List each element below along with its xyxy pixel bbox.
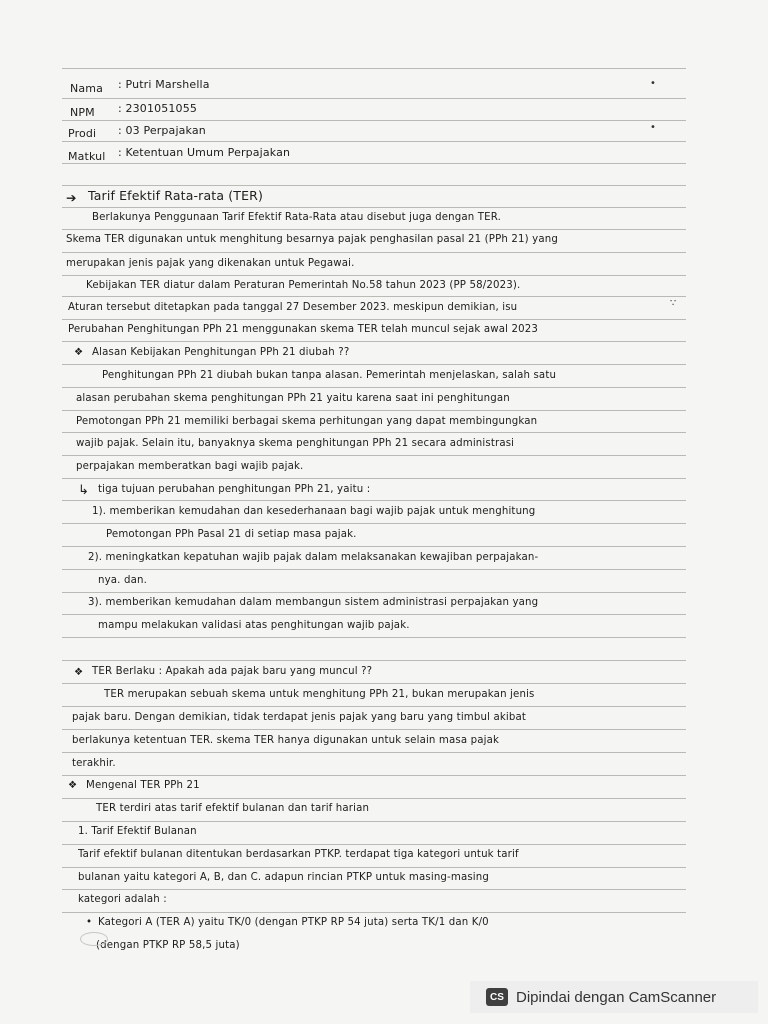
ruled-line — [62, 341, 686, 342]
diamond-bullet-icon: ❖ — [74, 667, 84, 678]
text-line: Tarif efektif bulanan ditentukan berdasarkan PTKP. terdapat tiga kategori untuk tarif — [78, 849, 519, 860]
ruled-line — [62, 798, 686, 799]
ruled-line — [62, 319, 686, 320]
text-line: Penghitungan PPh 21 diubah bukan tanpa alasan. Pemerintah menjelaskan, salah satu — [102, 370, 557, 381]
ink-dot: • — [650, 78, 656, 89]
text-line: 3). memberikan kemudahan dalam membangun sistem administrasi perpajakan yang — [88, 597, 539, 608]
faint-ink-mark — [80, 932, 108, 946]
text-line: Kategori A (TER A) yaitu TK/0 (dengan PTKP RP 54 juta) serta TK/1 dan K/0 — [98, 917, 489, 928]
text-line: pajak baru. Dengan demikian, tidak terdapat jenis pajak yang baru yang timbul akibat — [72, 712, 527, 723]
prodi-value: : 03 Perpajakan — [118, 124, 206, 137]
subheading-mengenal-ter: Mengenal TER PPh 21 — [86, 780, 200, 791]
text-line: 1). memberikan kemudahan dan kesederhanaan bagi wajib pajak untuk menghitung — [92, 506, 536, 517]
ruled-line — [62, 387, 686, 388]
ruled-line — [62, 500, 686, 501]
subheading-tujuan: tiga tujuan perubahan penghitungan PPh 21, yaitu : — [98, 484, 371, 495]
curved-arrow-icon: ↳ — [78, 483, 90, 498]
ruled-line — [62, 478, 686, 479]
ruled-line — [62, 912, 686, 913]
ruled-line — [62, 68, 686, 69]
ruled-line — [62, 141, 686, 142]
ruled-line — [62, 752, 686, 753]
diamond-bullet-icon: ❖ — [68, 780, 78, 791]
text-line: TER merupakan sebuah skema untuk menghitung PPh 21, bukan merupakan jenis — [104, 689, 535, 700]
ruled-line — [62, 592, 686, 593]
nama-label: Nama — [70, 82, 104, 95]
text-line: Perubahan Penghitungan PPh 21 menggunakan skema TER telah muncul sejak awal 2023 — [68, 324, 539, 335]
ruled-line — [62, 296, 686, 297]
ink-dot: • — [650, 122, 656, 133]
ruled-line — [62, 844, 686, 845]
ruled-line — [62, 185, 686, 186]
ruled-line — [62, 867, 686, 868]
ruled-line — [62, 614, 686, 615]
subheading-ter-berlaku: TER Berlaku : Apakah ada pajak baru yang muncul ?? — [92, 666, 373, 677]
npm-value: : 2301051055 — [118, 102, 197, 115]
ruled-line — [62, 569, 686, 570]
ruled-line — [62, 683, 686, 684]
ink-dot: ∵ — [670, 298, 677, 309]
ruled-line — [62, 889, 686, 890]
matkul-value: : Ketentuan Umum Perpajakan — [118, 146, 291, 159]
text-line: Aturan tersebut ditetapkan pada tanggal 27 Desember 2023. meskipun demikian, isu — [68, 302, 518, 313]
matkul-label: Matkul — [68, 150, 106, 163]
text-line: wajib pajak. Selain itu, banyaknya skema penghitungan PPh 21 secara administrasi — [76, 438, 515, 449]
text-line: Kebijakan TER diatur dalam Peraturan Pemerintah No.58 tahun 2023 (PP 58/2023). — [86, 280, 521, 291]
ruled-line — [62, 523, 686, 524]
text-line: bulanan yaitu kategori A, B, dan C. adapun rincian PTKP untuk masing-masing — [78, 872, 489, 883]
text-line: mampu melakukan validasi atas penghitungan wajib pajak. — [98, 620, 410, 631]
text-line: Skema TER digunakan untuk menghitung besarnya pajak penghasilan pasal 21 (PPh 21) yang — [66, 234, 558, 245]
text-line: TER terdiri atas tarif efektif bulanan dan tarif harian — [96, 803, 370, 814]
ruled-line — [62, 410, 686, 411]
ruled-line — [62, 432, 686, 433]
ruled-line — [62, 706, 686, 707]
ruled-line — [62, 821, 686, 822]
subheading-alasan: Alasan Kebijakan Penghitungan PPh 21 diubah ?? — [92, 347, 350, 358]
ruled-line — [62, 98, 686, 99]
section-title-ter: Tarif Efektif Rata-rata (TER) — [88, 188, 263, 203]
ruled-line — [62, 364, 686, 365]
text-line: nya. dan. — [98, 575, 147, 586]
prodi-label: Prodi — [68, 127, 97, 140]
camscanner-watermark — [470, 981, 758, 1013]
diamond-bullet-icon: ❖ — [74, 347, 84, 358]
ruled-line — [62, 275, 686, 276]
ruled-line — [62, 775, 686, 776]
text-line: 2). meningkatkan kepatuhan wajib pajak dalam melaksanakan kewajiban perpajakan- — [88, 552, 539, 563]
ruled-line — [62, 546, 686, 547]
text-line: merupakan jenis pajak yang dikenakan untuk Pegawai. — [66, 258, 355, 269]
ruled-line — [62, 207, 686, 208]
round-bullet-icon: • — [86, 917, 93, 928]
text-line: kategori adalah : — [78, 894, 167, 905]
ruled-line — [62, 637, 686, 638]
camscanner-logo-icon: CS — [486, 988, 508, 1006]
ruled-line — [62, 729, 686, 730]
nama-value: : Putri Marshella — [118, 78, 210, 91]
text-line: berlakunya ketentuan TER. skema TER hanya digunakan untuk selain masa pajak — [72, 735, 500, 746]
ruled-line — [62, 163, 686, 164]
camscanner-text: Dipindai dengan CamScanner — [516, 988, 717, 1006]
text-line: Berlakunya Penggunaan Tarif Efektif Rata-Rata atau disebut juga dengan TER. — [92, 212, 502, 223]
npm-label: NPM — [70, 106, 95, 119]
arrow-icon: ➔ — [66, 190, 77, 205]
ruled-line — [62, 252, 686, 253]
text-line: perpajakan memberatkan bagi wajib pajak. — [76, 461, 304, 472]
text-line: Pemotongan PPh Pasal 21 di setiap masa pajak. — [106, 529, 357, 540]
text-line: alasan perubahan skema penghitungan PPh 21 yaitu karena saat ini penghitungan — [76, 393, 510, 404]
text-line: (dengan PTKP RP 58,5 juta) — [96, 940, 240, 951]
text-line: terakhir. — [72, 758, 116, 769]
text-line: Pemotongan PPh 21 memiliki berbagai skema perhitungan yang dapat membingungkan — [76, 416, 538, 427]
ruled-line — [62, 660, 686, 661]
subheading-tarif-bulanan: 1. Tarif Efektif Bulanan — [78, 826, 197, 837]
ruled-line — [62, 120, 686, 121]
ruled-line — [62, 455, 686, 456]
ruled-line — [62, 229, 686, 230]
